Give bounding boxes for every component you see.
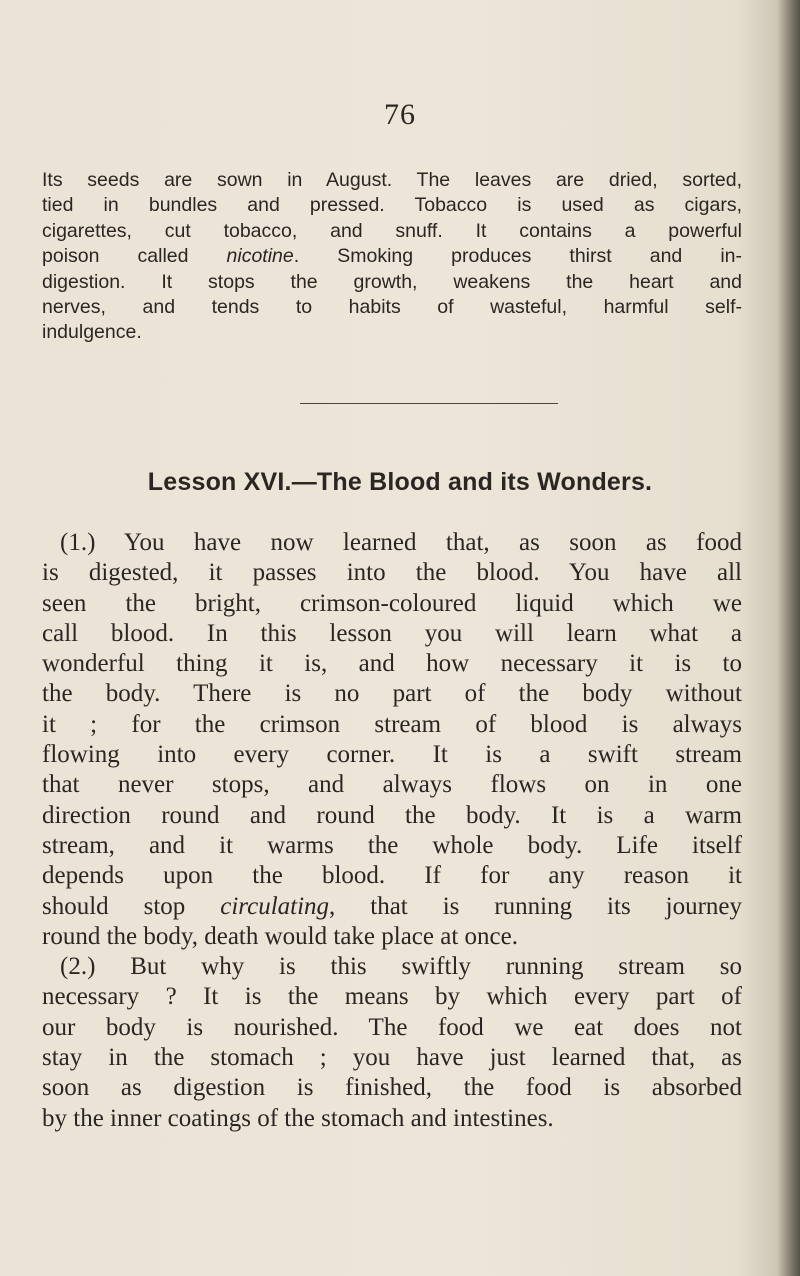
text-line [42, 892, 742, 922]
text-line: call blood. In this lesson you will learn what a [42, 619, 742, 647]
text-line: direction round and round the body. It is a warm [42, 801, 742, 829]
text-line: by the inner coatings of the stomach and intestines. [42, 1104, 554, 1132]
text-line: digestion. It stops the growth, weakens the heart and [42, 270, 742, 293]
text-line: it ; for the crimson stream of blood is always [42, 710, 742, 738]
section-divider [300, 403, 558, 404]
lesson-heading: Lesson XVI.—The Blood and its Wonders. [147, 468, 653, 496]
text-line: Its seeds are sown in August. The leaves are dried, sorted, [42, 169, 742, 191]
text-fragment: . Smoking produces thirst and in- [293, 245, 742, 268]
emphasis-circulating: circulating [220, 892, 330, 920]
page-number: 76 [384, 98, 416, 131]
lesson-body [42, 528, 742, 1134]
text-line: (1.) You have now learned that, as soon as food [60, 529, 742, 556]
text-line: is digested, it passes into the blood. You have all [42, 559, 742, 587]
text-line: the body. There is no part of the body without [42, 680, 742, 708]
text-line: seen the bright, crimson-coloured liquid which we [42, 589, 742, 617]
text-line: indulgence. [42, 321, 142, 344]
text-line: nerves, and tends to habits of wasteful, harmful self- [42, 296, 742, 319]
text-line [42, 244, 742, 269]
text-line: soon as digestion is finished, the food is absorbed [42, 1074, 742, 1102]
text-line: necessary ? It is the means by which every part of [42, 983, 742, 1011]
text-line: round the body, death would take place at once. [42, 922, 518, 950]
page-edge-shadow [778, 0, 800, 1276]
text-line: (2.) But why is this swiftly running stream so [60, 953, 742, 981]
text-fragment: , that is running its journey [329, 892, 742, 920]
text-line: stay in the stomach ; you have just learned that, as [42, 1044, 742, 1072]
text-line: tied in bundles and pressed. Tobacco is used as cigars, [42, 194, 742, 217]
text-line: cigarettes, cut tobacco, and snuff. It contains a powerful [42, 219, 742, 242]
text-line: depends upon the blood. If for any reason it [42, 862, 742, 890]
text-line: that never stops, and always flows on in one [42, 771, 742, 799]
text-line: flowing into every corner. It is a swift stream [42, 741, 742, 769]
text-fragment: should stop [42, 892, 221, 920]
text-line: our body is nourished. The food we eat does not [42, 1013, 742, 1041]
text-line: wonderful thing it is, and how necessary it is to [42, 650, 742, 678]
intro-paragraph [42, 168, 742, 346]
text-line: stream, and it warms the whole body. Life itself [42, 831, 742, 859]
emphasis-nicotine: nicotine [226, 245, 294, 268]
text-fragment: poison called [42, 245, 227, 268]
